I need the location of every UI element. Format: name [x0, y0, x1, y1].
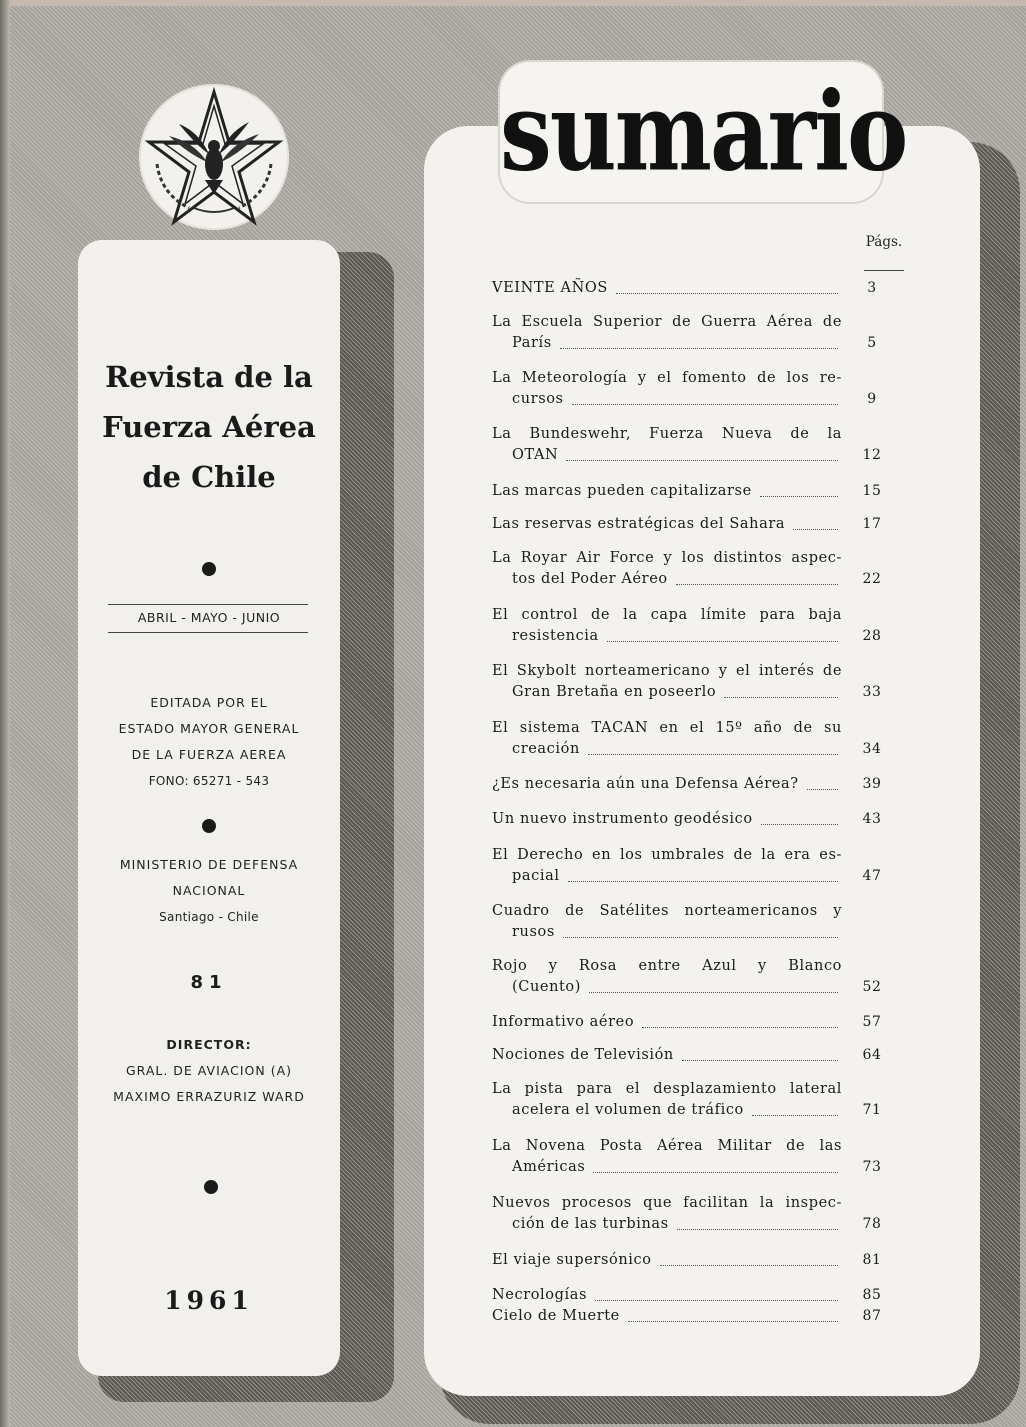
toc-entry	[492, 1045, 892, 1066]
toc-page-number: 73	[862, 1159, 882, 1175]
dot-leader	[660, 1264, 838, 1266]
toc-entry-title: Cuadro de Satélites norteamericanos y	[492, 903, 842, 919]
dot-leader	[677, 1228, 838, 1230]
pages-column-label: Págs.	[865, 234, 903, 250]
toc-page-number: 43	[862, 811, 882, 827]
toc-page-number: 52	[862, 979, 882, 995]
dot-leader	[752, 1114, 838, 1116]
toc-page-number: 15	[862, 483, 882, 499]
toc-entry-title-continued: ción de las turbinas	[512, 1216, 669, 1232]
toc-entry	[492, 1079, 892, 1121]
director-line: GRAL. DE AVIACION (A)	[125, 1063, 293, 1078]
editor-line: DE LA FUERZA AEREA	[131, 747, 287, 762]
dot-leader	[572, 403, 838, 405]
toc-entry-title: Necrologías	[492, 1287, 588, 1303]
toc-entry-title: VEINTE AÑOS	[492, 280, 608, 296]
toc-entry-title: La Bundeswehr, Fuerza Nueva de la	[492, 426, 842, 442]
toc-entry	[492, 1193, 892, 1235]
toc-entry	[492, 1285, 892, 1306]
dot-leader	[560, 347, 838, 349]
editor-line: EDITADA POR EL	[150, 695, 268, 710]
toc-entry-title-continued: acelera el volumen de tráfico	[512, 1102, 744, 1118]
issue-period: ABRIL - MAYO - JUNIO	[137, 610, 281, 625]
toc-entry-title: La Novena Posta Aérea Militar de las	[492, 1138, 842, 1154]
toc-page-number: 57	[862, 1014, 882, 1030]
toc-entry	[492, 956, 892, 998]
dot-leader	[595, 1299, 838, 1301]
dot-leader	[676, 583, 838, 585]
toc-entry	[492, 809, 892, 830]
toc-entry	[492, 605, 892, 647]
dot-leader	[761, 823, 838, 825]
toc-entry	[492, 1306, 892, 1327]
toc-entry	[492, 1250, 892, 1271]
toc-entry-title-continued: Gran Bretaña en poseerlo	[512, 684, 717, 700]
toc-entry	[492, 514, 892, 535]
toc-page-number: 12	[862, 447, 882, 463]
toc-entry	[492, 1012, 892, 1033]
toc-entry-title-continued: tos del Poder Aéreo	[512, 571, 668, 587]
magazine-title-line: de Chile	[142, 460, 276, 494]
toc-page-number: 47	[862, 868, 882, 884]
toc-entry	[492, 424, 892, 466]
director-line: MAXIMO ERRAZURIZ WARD	[113, 1089, 305, 1104]
toc-entry	[492, 1136, 892, 1178]
toc-page-number: 5	[867, 335, 877, 351]
toc-entry-title-continued: creación	[512, 741, 580, 757]
toc-page-number: 17	[862, 516, 882, 532]
toc-entry-title-continued: rusos	[512, 924, 555, 940]
toc-entry-title-continued: cursos	[512, 391, 564, 407]
toc-entry	[492, 312, 892, 354]
toc-page-number: 3	[867, 280, 877, 296]
toc-entry-title: La Meteorología y el fomento de los re-	[492, 370, 842, 386]
director-label: DIRECTOR:	[166, 1037, 252, 1052]
toc-entry	[492, 278, 892, 299]
toc-entry	[492, 845, 892, 887]
toc-entry-title: Las marcas pueden capitalizarse	[492, 483, 752, 499]
toc-entry-title-continued: (Cuento)	[512, 979, 582, 995]
toc-entry-title-continued: resistencia	[512, 628, 599, 644]
toc-page-number: 85	[862, 1287, 882, 1303]
dot-leader	[588, 753, 838, 755]
toc-page-number: 81	[862, 1252, 882, 1268]
toc-entry-title-continued: Américas	[512, 1159, 586, 1175]
ministry-line: NACIONAL	[172, 883, 246, 898]
toc-entry	[492, 774, 892, 795]
summary-heading: sumario	[500, 68, 907, 196]
dot-leader	[568, 880, 838, 882]
toc-entry-title: Las reservas estratégicas del Sahara	[492, 516, 786, 532]
dot-leader	[563, 936, 838, 938]
toc-entry-title: Nociones de Televisión	[492, 1047, 674, 1063]
dot-leader	[807, 788, 838, 790]
toc-page-number: 71	[862, 1102, 882, 1118]
toc-entry-title: El control de la capa límite para baja	[492, 607, 842, 623]
dot-leader	[593, 1171, 838, 1173]
toc-entry	[492, 718, 892, 760]
toc-entry-title: El Derecho en los umbrales de la era es-	[492, 847, 842, 863]
toc-entry-title-continued: París	[512, 335, 552, 351]
dot-leader	[682, 1059, 838, 1061]
toc-page-number: 78	[862, 1216, 882, 1232]
toc-entry-title-continued: pacial	[512, 868, 560, 884]
toc-entry-title: Rojo y Rosa entre Azul y Blanco	[492, 958, 842, 974]
toc-entry-title: El viaje supersónico	[492, 1252, 652, 1268]
toc-entry	[492, 548, 892, 590]
dot-leader	[589, 991, 838, 993]
toc-entry	[492, 661, 892, 703]
dot-leader	[793, 528, 838, 530]
dot-leader	[616, 292, 838, 294]
ministry-line: MINISTERIO DE DEFENSA	[119, 857, 299, 872]
editor-line: ESTADO MAYOR GENERAL	[118, 721, 300, 736]
toc-entry-title: ¿Es necesaria aún una Defensa Aérea?	[492, 776, 799, 792]
toc-page-number: 28	[862, 628, 882, 644]
city: Santiago - Chile	[159, 910, 259, 924]
publication-year: 1961	[164, 1286, 254, 1315]
dot-leader	[566, 459, 838, 461]
magazine-title-line: Fuerza Aérea	[102, 410, 316, 444]
toc-page-number: 33	[862, 684, 882, 700]
toc-page-number: 39	[862, 776, 882, 792]
toc-entry-title: El Skybolt norteamericano y el interés de	[492, 663, 842, 679]
magazine-title-line: Revista de la	[105, 360, 313, 394]
toc-page-number: 22	[862, 571, 882, 587]
toc-entry-title: La Escuela Superior de Guerra Aérea de	[492, 314, 842, 330]
issue-number: 81	[190, 972, 228, 993]
toc-page-number: 64	[862, 1047, 882, 1063]
toc-entry-title: El sistema TACAN en el 15º año de su	[492, 720, 842, 736]
toc-entry	[492, 481, 892, 502]
toc-page-number: 9	[867, 391, 877, 407]
toc-entry	[492, 901, 892, 943]
toc-entry-title: La pista para el desplazamiento lateral	[492, 1081, 842, 1097]
toc-page-number: 87	[862, 1308, 882, 1324]
dot-leader	[724, 696, 838, 698]
toc-page-number: 34	[862, 741, 882, 757]
dot-leader	[642, 1026, 838, 1028]
toc-entry-title: Un nuevo instrumento geodésico	[492, 811, 753, 827]
toc-entry	[492, 368, 892, 410]
toc-entry-title-continued: OTAN	[512, 447, 559, 463]
dot-leader	[628, 1320, 838, 1322]
dot-leader	[607, 640, 838, 642]
toc-entry-title: Cielo de Muerte	[492, 1308, 620, 1324]
toc-entry-title: Nuevos procesos que facilitan la inspec-	[492, 1195, 842, 1211]
toc-entry-title: La Royar Air Force y los distintos aspec-	[492, 550, 842, 566]
phone-number: FONO: 65271 - 543	[148, 774, 270, 788]
dot-leader	[760, 495, 838, 497]
toc-entry-title: Informativo aéreo	[492, 1014, 635, 1030]
